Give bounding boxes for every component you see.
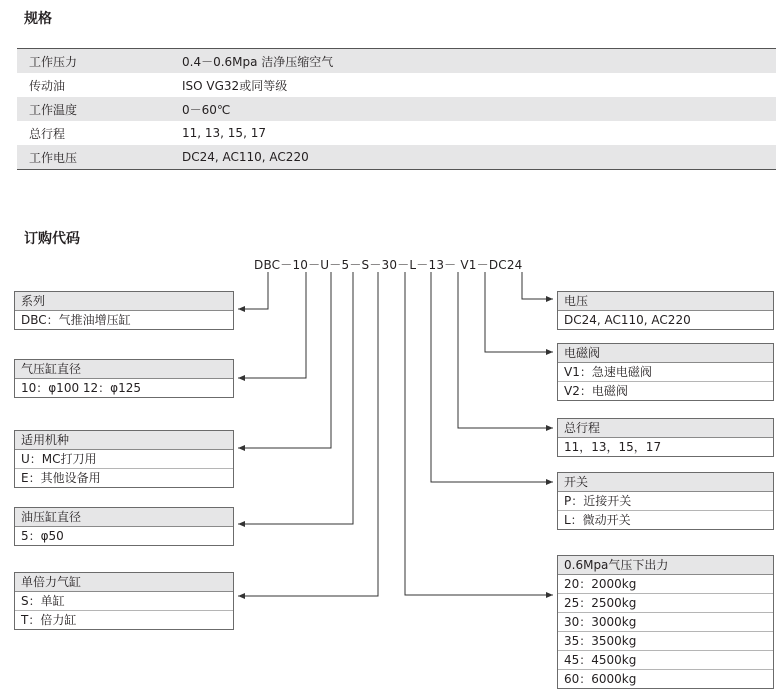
box-row: T：倍力缸 — [21, 613, 77, 627]
switch-box — [557, 472, 774, 530]
connector-series — [238, 272, 268, 309]
box-row: DBC：气推油增压缸 — [21, 313, 131, 327]
box-title: 总行程 — [558, 419, 773, 438]
box-row: 11，13，15，17 — [564, 440, 662, 454]
box-title: 单倍力气缸 — [15, 573, 233, 592]
box-row: 35：3500kg — [558, 632, 773, 651]
spec-value: 11, 13, 15, 17 — [182, 126, 266, 140]
solenoid-valve-box — [557, 343, 774, 401]
spec-label: 工作电压 — [29, 150, 78, 165]
machine-type-box — [14, 430, 234, 488]
box-row: 45：4500kg — [558, 651, 773, 670]
box-title: 系列 — [15, 292, 233, 311]
connector-stroke — [458, 272, 553, 428]
box-title: 气压缸直径 — [15, 360, 233, 379]
series-box — [14, 291, 234, 330]
spec-label: 工作压力 — [29, 54, 78, 69]
spec-value: 0－60℃ — [182, 102, 231, 117]
box-row: 5：φ50 — [21, 529, 64, 543]
box-row: DC24, AC110, AC220 — [564, 313, 691, 327]
spec-heading: 规格 — [24, 11, 52, 27]
box-title: 电磁阀 — [558, 344, 773, 363]
connector-machine-type — [238, 272, 331, 448]
connector-valve — [485, 272, 553, 352]
connector-oil-diameter — [238, 272, 353, 524]
box-row: 60：6000kg — [564, 672, 637, 686]
connector-air-diameter — [238, 272, 306, 378]
box-title: 开关 — [558, 473, 773, 492]
box-row: U：MC打刀用 — [15, 450, 233, 469]
spec-value: 0.4－0.6Mpa 洁净压缩空气 — [182, 54, 334, 69]
box-title: 适用机种 — [15, 431, 233, 450]
air-cylinder-diameter-box — [14, 359, 234, 398]
box-row: P：近接开关 — [558, 492, 773, 511]
stroke-box — [557, 418, 774, 457]
box-row: 20：2000kg — [558, 575, 773, 594]
box-row: V1：急速电磁阀 — [558, 363, 773, 382]
connector-switch — [431, 272, 553, 482]
box-row: E：其他设备用 — [21, 471, 101, 485]
box-row: 30：3000kg — [558, 613, 773, 632]
order-heading: 订购代码 — [24, 231, 80, 247]
voltage-box — [557, 291, 774, 330]
single-double-cylinder-box — [14, 572, 234, 630]
spec-label: 传动油 — [29, 78, 66, 93]
spec-label: 工作温度 — [29, 102, 78, 117]
spec-value: DC24, AC110, AC220 — [182, 150, 309, 164]
box-title: 电压 — [558, 292, 773, 311]
connector-voltage — [522, 272, 553, 299]
box-title: 0.6Mpa气压下出力 — [558, 556, 773, 575]
box-row: L：微动开关 — [564, 513, 631, 527]
box-title: 油压缸直径 — [15, 508, 233, 527]
spec-label: 总行程 — [29, 126, 66, 141]
box-row: V2：电磁阀 — [564, 384, 628, 398]
box-row: 25：2500kg — [558, 594, 773, 613]
box-row: S：单缸 — [15, 592, 233, 611]
box-row: 10：φ100 12：φ125 — [21, 381, 141, 395]
connector-output — [405, 272, 553, 595]
output-force-box — [557, 555, 774, 689]
order-code: DBC－10－U－5－S－30－L－13－ V1－DC24 — [254, 258, 523, 272]
connector-single-double — [238, 272, 378, 596]
oil-cylinder-diameter-box — [14, 507, 234, 546]
spec-value: ISO VG32或同等级 — [182, 78, 288, 93]
